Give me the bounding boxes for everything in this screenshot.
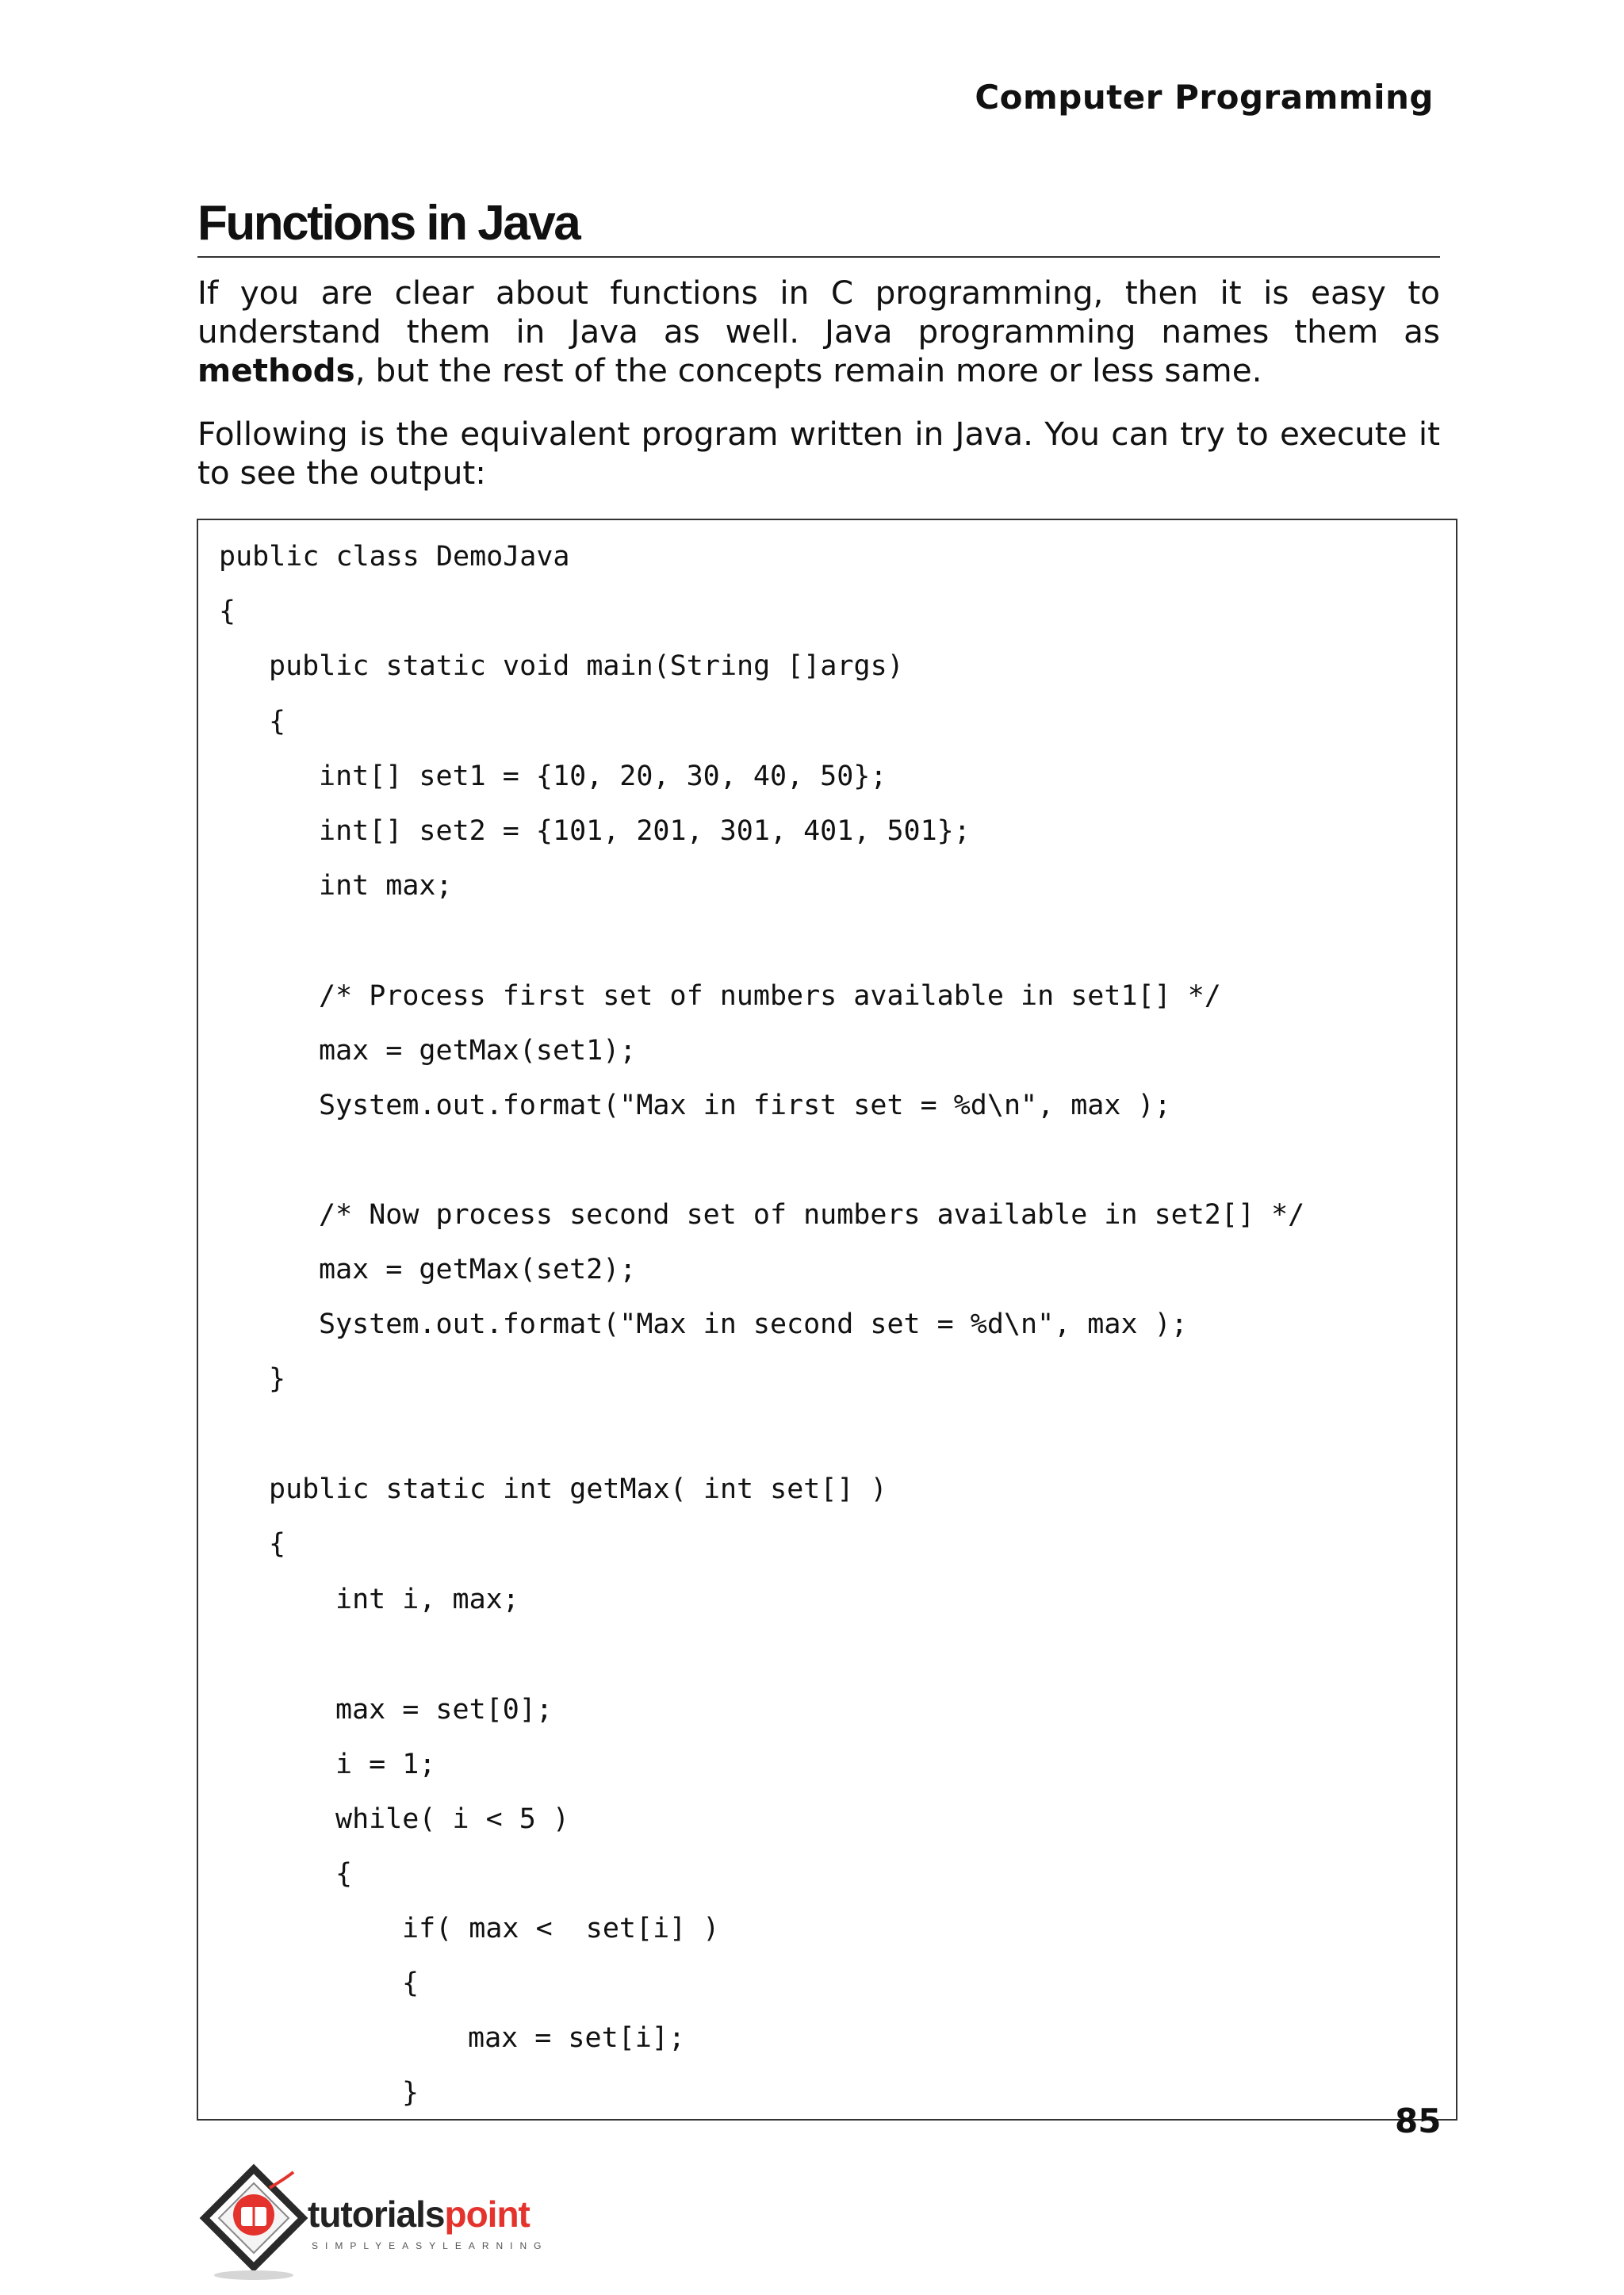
code-comment: /* Now process second set of numbers available in set2[] */ — [319, 1199, 1305, 1231]
intro-paragraph-2: Following is the equivalent program written in Java. You can try to execute it to see the output: — [197, 415, 1440, 492]
code-line: } — [269, 1363, 286, 1395]
code-line: System.out.format("Max in second set = %d\n", max ); — [319, 1308, 1188, 1340]
page-number: 85 — [1395, 2102, 1442, 2140]
section-heading: Functions in Java — [197, 196, 580, 251]
intro-paragraph-1 — [197, 274, 1440, 390]
code-line: int max; — [319, 870, 453, 902]
code-line: { — [269, 1528, 286, 1560]
code-line: { — [402, 1967, 419, 1999]
logo-wordmark — [308, 2193, 530, 2236]
logo-tagline: SIMPLYEASYLEARNING — [312, 2240, 549, 2251]
code-line: int[] set2 = {101, 201, 301, 401, 501}; — [319, 815, 971, 847]
code-line: if( max < set[i] ) — [402, 1913, 720, 1944]
logo-word-tutorials: tutorials — [308, 2193, 445, 2235]
code-line: max = set[0]; — [335, 1694, 553, 1726]
code-line: public static void main(String []args) — [269, 650, 904, 682]
heading-rule — [197, 256, 1440, 258]
logo-word-point: point — [444, 2193, 530, 2235]
tutorialspoint-diamond-logo-icon — [197, 2161, 312, 2284]
intro-text-start: If you are clear about functions in C programming, then it is easy to understand them in Java as well. Java programming names them as — [197, 274, 1440, 351]
code-line: } — [402, 2077, 419, 2109]
code-line: { — [219, 596, 236, 627]
intro-text-end: , but the rest of the concepts remain more or less same. — [354, 351, 1262, 389]
methods-term: methods — [197, 351, 355, 389]
code-block — [197, 519, 1457, 2121]
code-line: while( i < 5 ) — [335, 1803, 570, 1835]
code-line: public class DemoJava — [219, 541, 570, 573]
tutorialspoint-logo — [197, 2161, 609, 2288]
code-line: max = getMax(set2); — [319, 1254, 637, 1285]
code-line: int i, max; — [335, 1584, 519, 1615]
code-line: public static int getMax( int set[] ) — [269, 1473, 887, 1505]
code-line: i = 1; — [335, 1749, 436, 1780]
code-line: { — [269, 706, 286, 738]
running-header-title: Computer Programming — [975, 78, 1434, 117]
code-line: System.out.format("Max in first set = %d\n", max ); — [319, 1090, 1171, 1121]
code-line: max = set[i]; — [468, 2022, 685, 2054]
code-line: max = getMax(set1); — [319, 1035, 637, 1067]
code-line: { — [335, 1858, 353, 1890]
code-line: int[] set1 = {10, 20, 30, 40, 50}; — [319, 761, 887, 792]
code-comment: /* Process first set of numbers available in set1[] */ — [319, 980, 1221, 1012]
